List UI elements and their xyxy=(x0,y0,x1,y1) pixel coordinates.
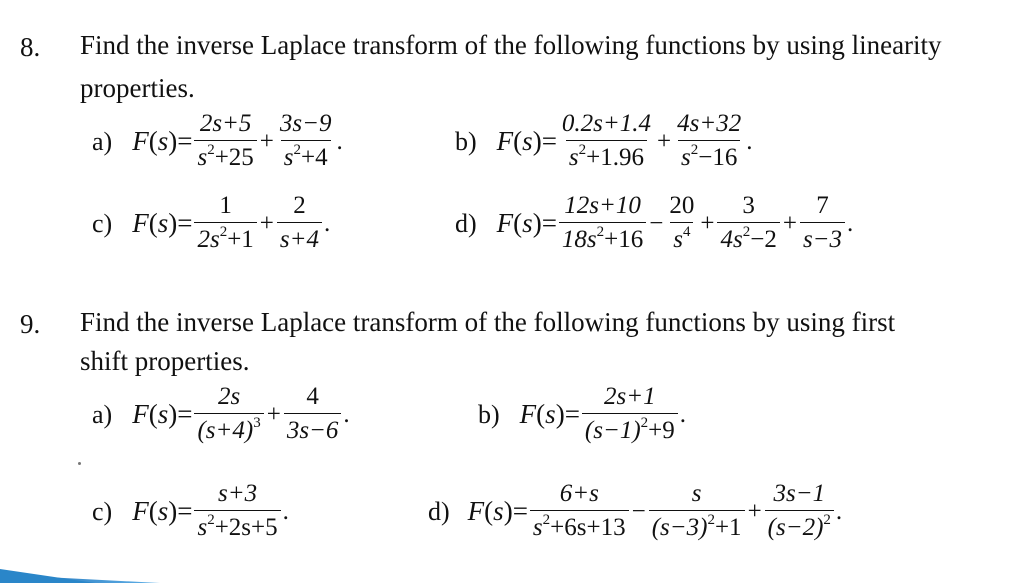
problem-8-statement-line2: properties. xyxy=(80,73,195,103)
stray-dot xyxy=(78,462,81,465)
problem-9a: a) F(s)= $\frac{2s}{(s+4)^3}$ + $\frac{4}{3s-6}$ . xyxy=(92,383,350,444)
problem-9-statement-line2: shift properties. xyxy=(80,346,250,376)
function-lhs: F(s)= xyxy=(519,399,580,429)
fraction: $\frac{6+s}{s^2+6s+13}$ xyxy=(530,480,629,543)
part-label: c) xyxy=(92,496,113,526)
problem-8d: d) F(s)= $\frac{12s+10}{18s^2+16}$ − $\frac{20}{s^4}$ + $\frac{3}{4s^2-2}$ + $\frac{7}{s-3}$ . xyxy=(455,192,854,253)
problem-9b: b) F(s)= $\frac{2s+1}{(s-1)^2+9}$ . xyxy=(478,383,687,444)
function-lhs: F(s)= xyxy=(132,126,193,156)
fraction: $\frac{1}{2s^2+1}$ xyxy=(194,192,256,255)
part-label: d) xyxy=(455,208,477,238)
part-label: c) xyxy=(92,208,113,238)
problem-9-statement-line1: Find the inverse Laplace transform of the following functions by using first xyxy=(80,307,896,337)
fraction: $\frac{4}{3s-6}$ xyxy=(284,383,342,446)
function-lhs: F(s)= xyxy=(132,399,193,429)
fraction: $\frac{s+3}{s^2+2s+5}$ xyxy=(194,480,280,543)
problem-8a: a) F(s)= $\frac{2s+5}{s^2+25}$ + $\frac{3s-9}{s^2+4}$ . xyxy=(92,110,343,171)
fraction: $\frac{7}{s-3}$ xyxy=(800,192,845,255)
part-label: a) xyxy=(92,126,113,156)
part-label: b) xyxy=(478,399,500,429)
fraction: $\frac{0.2s+1.4}{s^2+1.96}$ xyxy=(561,110,652,171)
fraction: $\frac{3s-1}{(s-2)^2}$ xyxy=(765,480,834,543)
part-label: d) xyxy=(428,496,450,526)
problem-9c: c) F(s)= $\frac{s+3}{s^2+2s+5}$ . xyxy=(92,480,289,541)
function-lhs: F(s)= xyxy=(132,496,193,526)
problem-9-number: 9. xyxy=(20,309,41,339)
problem-8b: b) F(s)= $\frac{0.2s+1.4}{s^2+1.96}$ + $\frac{4s+32}{s^2-16}$ . xyxy=(455,110,753,171)
function-lhs: F(s)= xyxy=(496,208,557,238)
fraction: $\frac{12s+10}{18s^2+16}$ xyxy=(559,192,646,255)
problem-8-statement-line1: Find the inverse Laplace transform of the following functions by using linearity xyxy=(80,30,942,60)
function-lhs: F(s)= xyxy=(132,208,193,238)
fraction: $\frac{2s+1}{(s-1)^2+9}$ xyxy=(582,383,678,446)
fraction: $\frac{2}{s+4}$ xyxy=(277,192,322,255)
fraction: $\frac{3}{4s^2-2}$ xyxy=(717,192,779,255)
function-lhs: F(s)= xyxy=(467,496,528,526)
fraction: $\frac{4s+32}{s^2-16}$ xyxy=(677,110,742,171)
part-label: b) xyxy=(455,126,477,156)
slide-decoration-accent xyxy=(0,569,95,583)
fraction: $\frac{2s}{(s+4)^3}$ xyxy=(194,383,263,446)
fraction: $\frac{3s-9}{s^2+4}$ xyxy=(279,110,332,171)
fraction: $\frac{20}{s^4}$ xyxy=(669,192,695,253)
problem-8-number: 8. xyxy=(20,32,41,62)
problem-8c: c) F(s)= $\frac{1}{2s^2+1}$ + $\frac{2}{s+4}$ . xyxy=(92,192,331,253)
problem-9d: d) F(s)= $\frac{6+s}{s^2+6s+13}$ − $\frac{s}{(s-3)^2+1}$ + $\frac{3s-1}{(s-2)^2}$ . xyxy=(428,480,843,541)
fraction: $\frac{2s+5}{s^2+25}$ xyxy=(194,110,256,173)
fraction: $\frac{s}{(s-3)^2+1}$ xyxy=(649,480,745,543)
part-label: a) xyxy=(92,399,113,429)
function-lhs: F(s)= xyxy=(496,126,557,156)
